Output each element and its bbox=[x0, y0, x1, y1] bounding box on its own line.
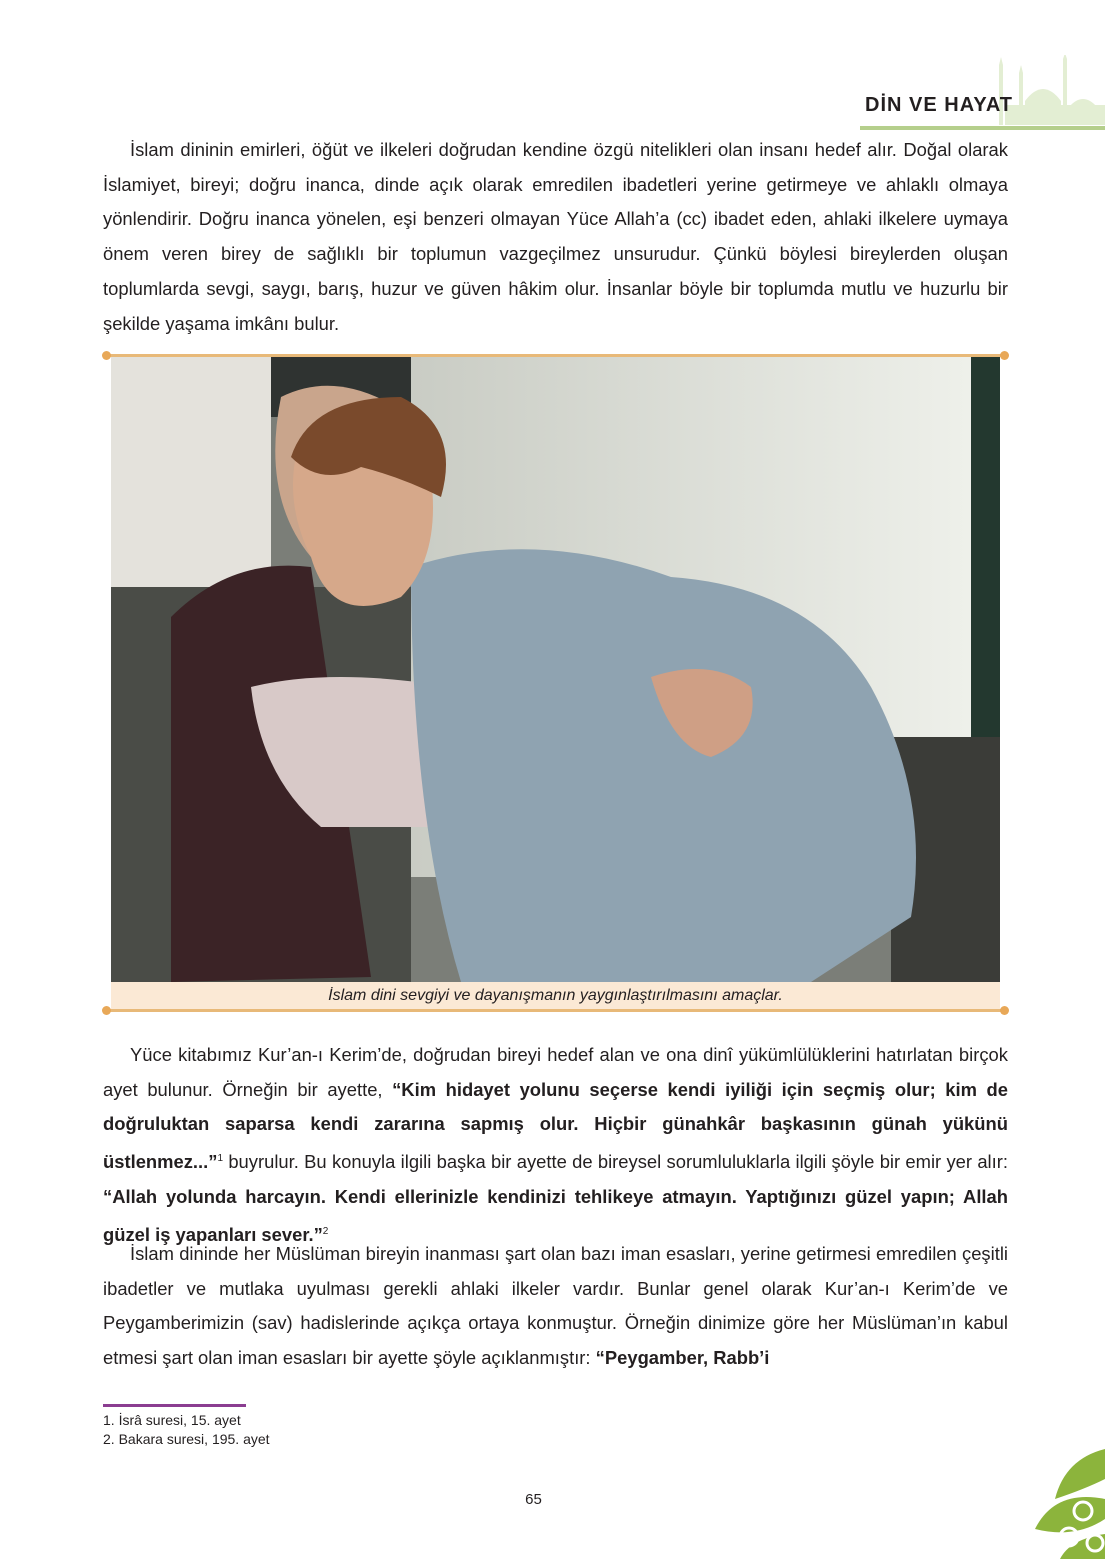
verse-quote: “Peygamber, Rabb’i bbox=[595, 1347, 770, 1369]
paragraph-quran-verses bbox=[103, 1038, 1008, 1252]
section-title: DİN VE HAYAT bbox=[865, 94, 1013, 116]
frame-dot bbox=[102, 351, 111, 360]
frame-dot bbox=[102, 1006, 111, 1015]
verse-quote: “Kim hidayet yolunu seçerse kendi iyiliği için seçmiş olur; kim de doğruluktan saparsa kendi zararına sapmış olur. Hiçbir günahkâr başkasının günah yükünü üstlenmez...” bbox=[103, 1078, 1008, 1173]
photo-illustration bbox=[111, 357, 1000, 982]
text-run: buyrulur. Bu konuyla ilgili başka bir ayette de bireysel sorumluluklarla ilgili şöyle bir emir yer alır: bbox=[223, 1151, 1008, 1173]
footnote-rule bbox=[103, 1404, 246, 1407]
verse-quote: “Allah yolunda harcayın. Kendi ellerinizle kendinizi tehlikeye atmayın. Yaptığınızı güzel yapın; Allah güzel iş yapanları sever.” bbox=[103, 1185, 1008, 1245]
figure-caption: İslam dini sevgiyi ve dayanışmanın yaygınlaştırılmasını amaçlar. bbox=[111, 982, 1000, 1009]
footnote-2: 2. Bakara suresi, 195. ayet bbox=[103, 1431, 270, 1447]
footnotes bbox=[103, 1411, 270, 1449]
header-rule bbox=[860, 126, 1105, 130]
frame-dot bbox=[1000, 1006, 1009, 1015]
intro-paragraph: İslam dininin emirleri, öğüt ve ilkeleri doğrudan kendine özgü nitelikleri olan insanı hedef alır. Doğal olarak İslamiyet, bireyi; doğru inanca, dinde açık olarak emredilen ibadetleri yerine getirmeye ve ahlaklı olmaya yönlendirir. Doğru inanca yönelen, eşi benzeri olmayan Yüce Allah’a (cc) ibadet eden, ahlaki ilkelere uymaya önem veren birey de sağlıklı bir toplumun vazgeçilmez unsurudur. Çünkü böylesi bireylerden oluşan toplumlarda sevgi, saygı, barış, huzur ve güven hâkim olur. İnsanlar böyle bir toplumda mutlu ve huzurlu bir şekilde yaşama imkânı bulur. bbox=[103, 139, 1008, 334]
photo-hug bbox=[111, 357, 1000, 982]
page-number: 65 bbox=[525, 1491, 542, 1508]
frame-bottom-line bbox=[107, 1009, 1005, 1012]
paragraph-iman-esaslari bbox=[103, 1237, 1008, 1376]
footnote-ref: 1 bbox=[217, 1153, 224, 1165]
footnote-ref: 2 bbox=[322, 1225, 329, 1237]
footnote-1: 1. İsrâ suresi, 15. ayet bbox=[103, 1412, 241, 1428]
text-run: Yüce kitabımız Kur’an-ı Kerim’de, doğrudan bireyi hedef alan ve ona dinî yükümlülüklerini hatırlatan birçok ayet bulunur. Örneğin bir ayette, bbox=[103, 1044, 1008, 1100]
text-run: İslam dininde her Müslüman bireyin inanması şart olan bazı iman esasları, yerine getirmesi emredilen çeşitli ibadetler ve mutlaka uyulması gerekli ahlaki ilkeler vardır. Bunlar genel olarak Kur’an-ı Kerim’de ve Peygamberimizin (sav) hadislerinde açıkça ortaya konmuştur. Örneğin dinimize göre her Müslüman’ın kabul etmesi şart olan iman esasları bir ayette şöyle açıklanmıştır: bbox=[103, 1243, 1008, 1369]
frame-dot bbox=[1000, 351, 1009, 360]
floral-ornament-icon bbox=[1025, 1439, 1105, 1559]
